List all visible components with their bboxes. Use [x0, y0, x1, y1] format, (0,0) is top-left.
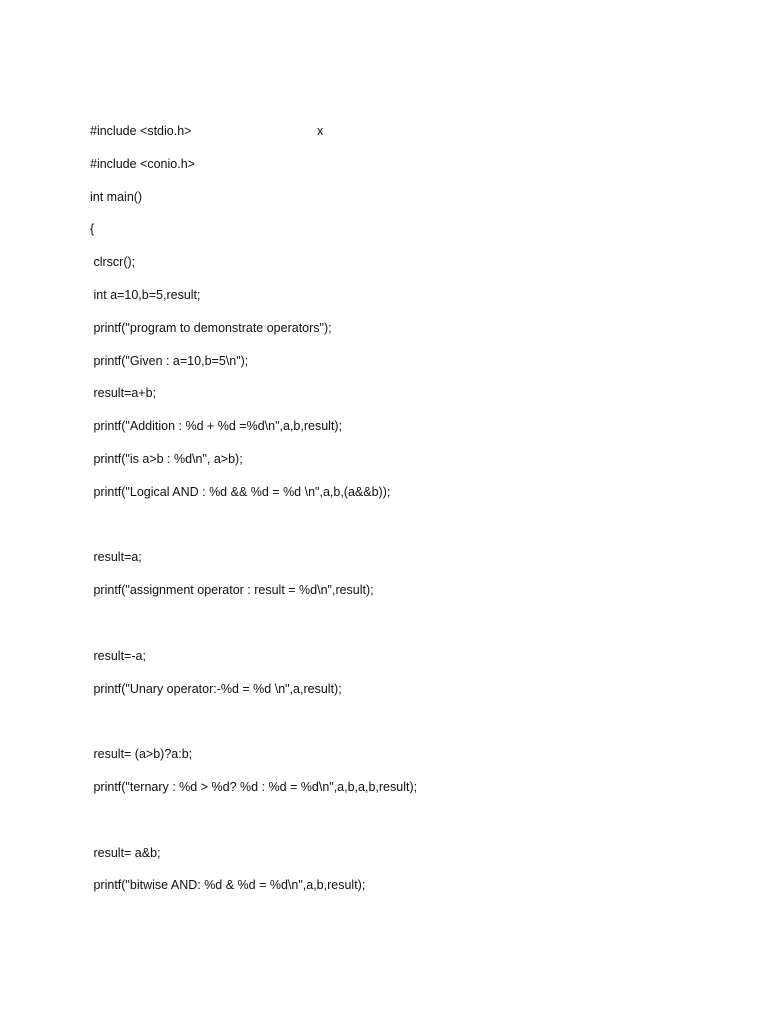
code-line: #include <conio.h>: [90, 156, 195, 171]
code-line: result=-a;: [90, 648, 146, 663]
blank-line: [90, 615, 730, 648]
code-listing: [90, 123, 730, 910]
code-line: result= a&b;: [90, 845, 161, 860]
code-line: printf("is a>b : %d\n", a>b);: [90, 451, 243, 466]
code-line: printf("Logical AND : %d && %d = %d \n",a,b,(a&&b));: [90, 484, 391, 499]
blank-line: [90, 812, 730, 845]
code-line: printf("assignment operator : result = %d\n",result);: [90, 583, 374, 598]
code-line: {: [90, 222, 95, 237]
blank-line: [90, 713, 730, 746]
code-line: int main(): [90, 189, 143, 204]
code-line: clrscr();: [90, 255, 136, 270]
stray-marker-text: x: [317, 124, 324, 138]
code-line: printf("program to demonstrate operators");: [90, 320, 332, 335]
code-line: #include <stdio.h>: [90, 124, 192, 138]
code-line: int a=10,b=5,result;: [90, 287, 201, 302]
code-line: printf("bitwise AND: %d & %d = %d\n",a,b,result);: [90, 878, 366, 893]
blank-line: [90, 517, 730, 550]
code-line: result= (a>b)?a:b;: [90, 747, 193, 762]
code-line: printf("Addition : %d + %d =%d\n",a,b,result);: [90, 419, 343, 434]
code-line: printf("Given : a=10,b=5\n");: [90, 353, 249, 368]
code-line: result=a+b;: [90, 386, 157, 401]
code-line: printf("ternary : %d > %d? %d : %d = %d\n",a,b,a,b,result);: [90, 779, 418, 794]
code-line: printf("Unary operator:-%d = %d \n",a,result);: [90, 681, 342, 696]
code-line: result=a;: [90, 550, 142, 565]
